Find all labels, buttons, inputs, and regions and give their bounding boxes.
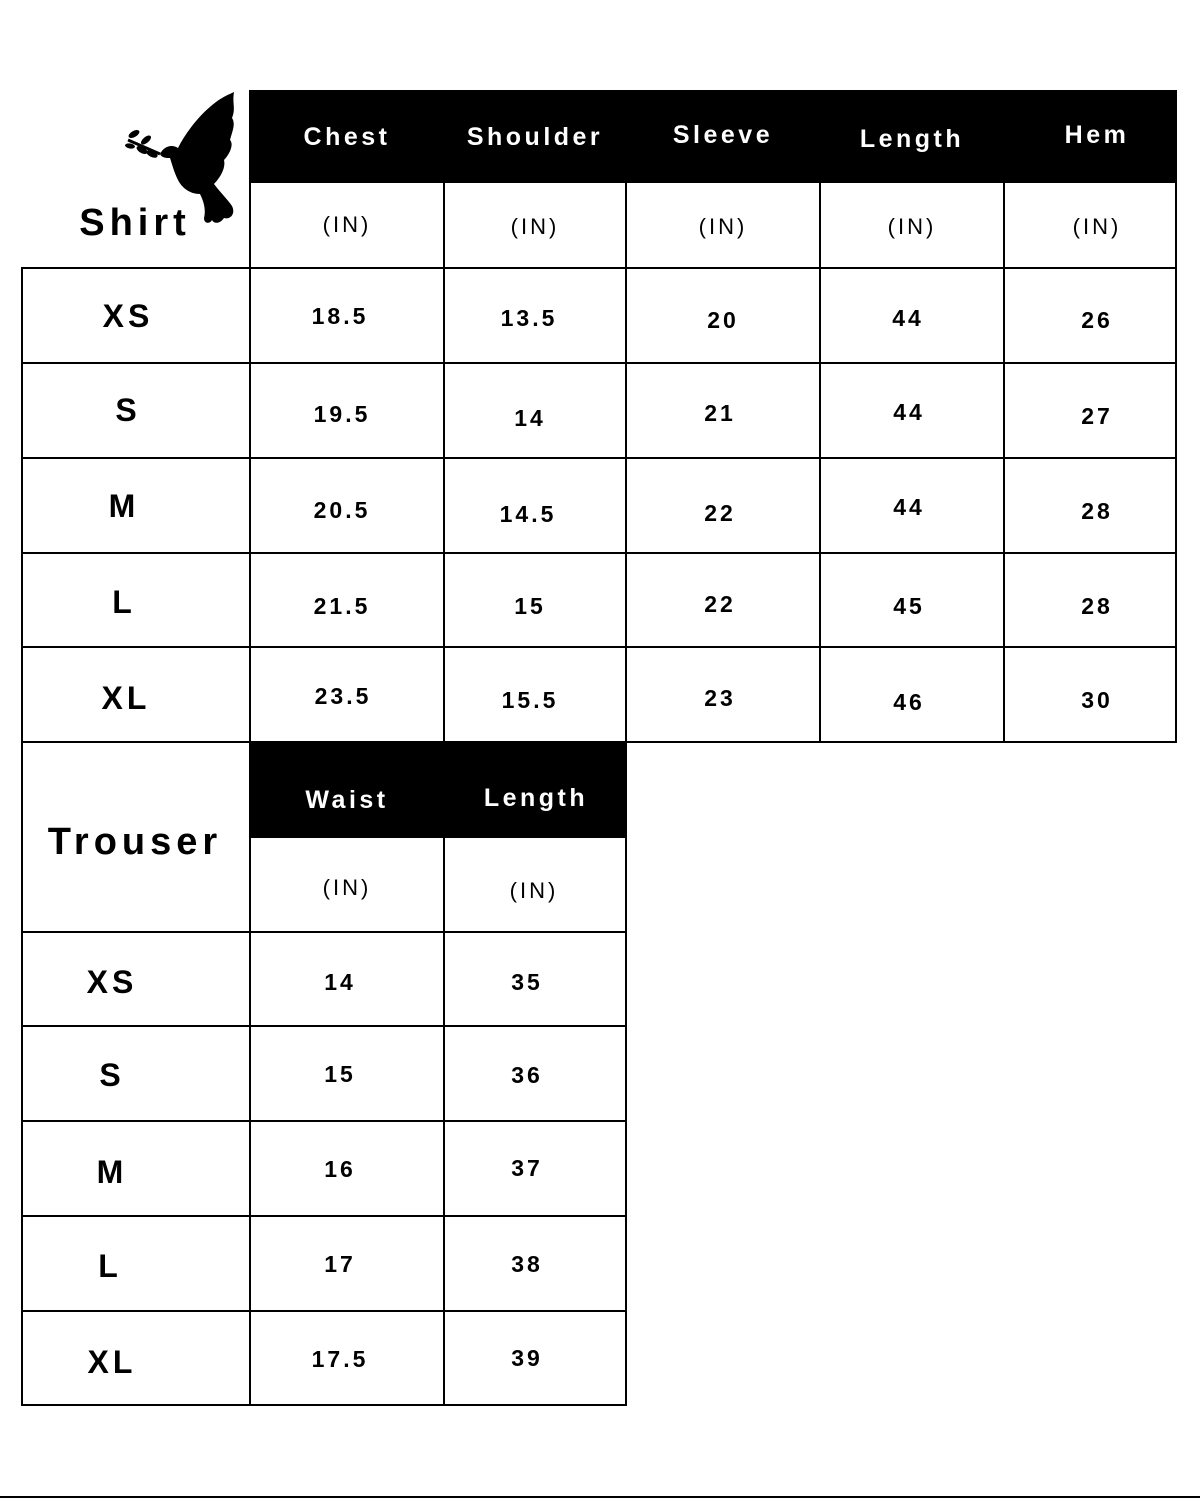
size-label: M (96, 1153, 128, 1190)
size-label: L (98, 1247, 122, 1284)
trouser-col-length: Length (483, 783, 589, 812)
value-cell: 44 (892, 304, 924, 331)
bottom-rule (0, 1496, 1200, 1498)
size-label: M (108, 487, 140, 524)
value-cell: 38 (511, 1250, 543, 1277)
value-cell: 20 (707, 306, 739, 333)
trouser-unit-waist: (IN) (322, 875, 372, 900)
shirt-unit-chest: (IN) (322, 212, 372, 237)
trouser-title: Trouser (47, 820, 223, 863)
size-label: L (112, 583, 136, 620)
value-cell: 44 (893, 398, 925, 425)
value-cell: 14.5 (499, 500, 557, 527)
value-cell: 46 (893, 688, 925, 715)
value-cell: 30 (1081, 686, 1113, 713)
value-cell: 28 (1081, 592, 1113, 619)
value-cell: 45 (893, 592, 925, 619)
value-cell: 37 (511, 1154, 543, 1181)
shirt-col-chest: Chest (303, 122, 391, 151)
shirt-col-sleeve: Sleeve (672, 120, 774, 149)
value-cell: 23 (704, 684, 736, 711)
value-cell: 19.5 (313, 400, 371, 427)
value-cell: 23.5 (314, 682, 372, 709)
value-cell: 15.5 (501, 686, 559, 713)
size-label: XS (86, 963, 138, 1000)
value-cell: 17 (324, 1250, 356, 1277)
size-label: XS (102, 297, 154, 334)
size-label: S (115, 391, 141, 428)
value-cell: 21.5 (313, 592, 371, 619)
value-cell: 44 (893, 493, 925, 520)
value-cell: 17.5 (311, 1345, 369, 1372)
shirt-unit-shoulder: (IN) (510, 214, 560, 239)
value-cell: 20.5 (313, 496, 371, 523)
shirt-unit-hem: (IN) (1072, 214, 1122, 239)
trouser-unit-length: (IN) (509, 878, 559, 903)
shirt-col-hem: Hem (1064, 120, 1130, 149)
size-label: XL (87, 1343, 137, 1380)
value-cell: 26 (1081, 306, 1113, 333)
value-cell: 28 (1081, 497, 1113, 524)
value-cell: 15 (514, 592, 546, 619)
value-cell: 15 (324, 1060, 356, 1087)
value-cell: 21 (704, 399, 736, 426)
value-cell: 16 (324, 1155, 356, 1182)
value-cell: 35 (511, 968, 543, 995)
value-cell: 14 (514, 404, 546, 431)
value-cell: 36 (511, 1061, 543, 1088)
shirt-col-shoulder: Shoulder (466, 122, 604, 151)
value-cell: 27 (1081, 402, 1113, 429)
value-cell: 14 (324, 968, 356, 995)
size-label: XL (101, 679, 151, 716)
shirt-title: Shirt (79, 201, 191, 244)
shirt-unit-sleeve: (IN) (698, 214, 748, 239)
value-cell: 22 (704, 499, 736, 526)
value-cell: 39 (511, 1344, 543, 1371)
value-cell: 22 (704, 590, 736, 617)
size-label: S (99, 1056, 125, 1093)
value-cell: 13.5 (500, 304, 558, 331)
shirt-unit-length: (IN) (887, 214, 937, 239)
value-cell: 18.5 (311, 302, 369, 329)
shirt-col-length: Length (859, 124, 965, 153)
trouser-col-waist: Waist (305, 785, 389, 814)
